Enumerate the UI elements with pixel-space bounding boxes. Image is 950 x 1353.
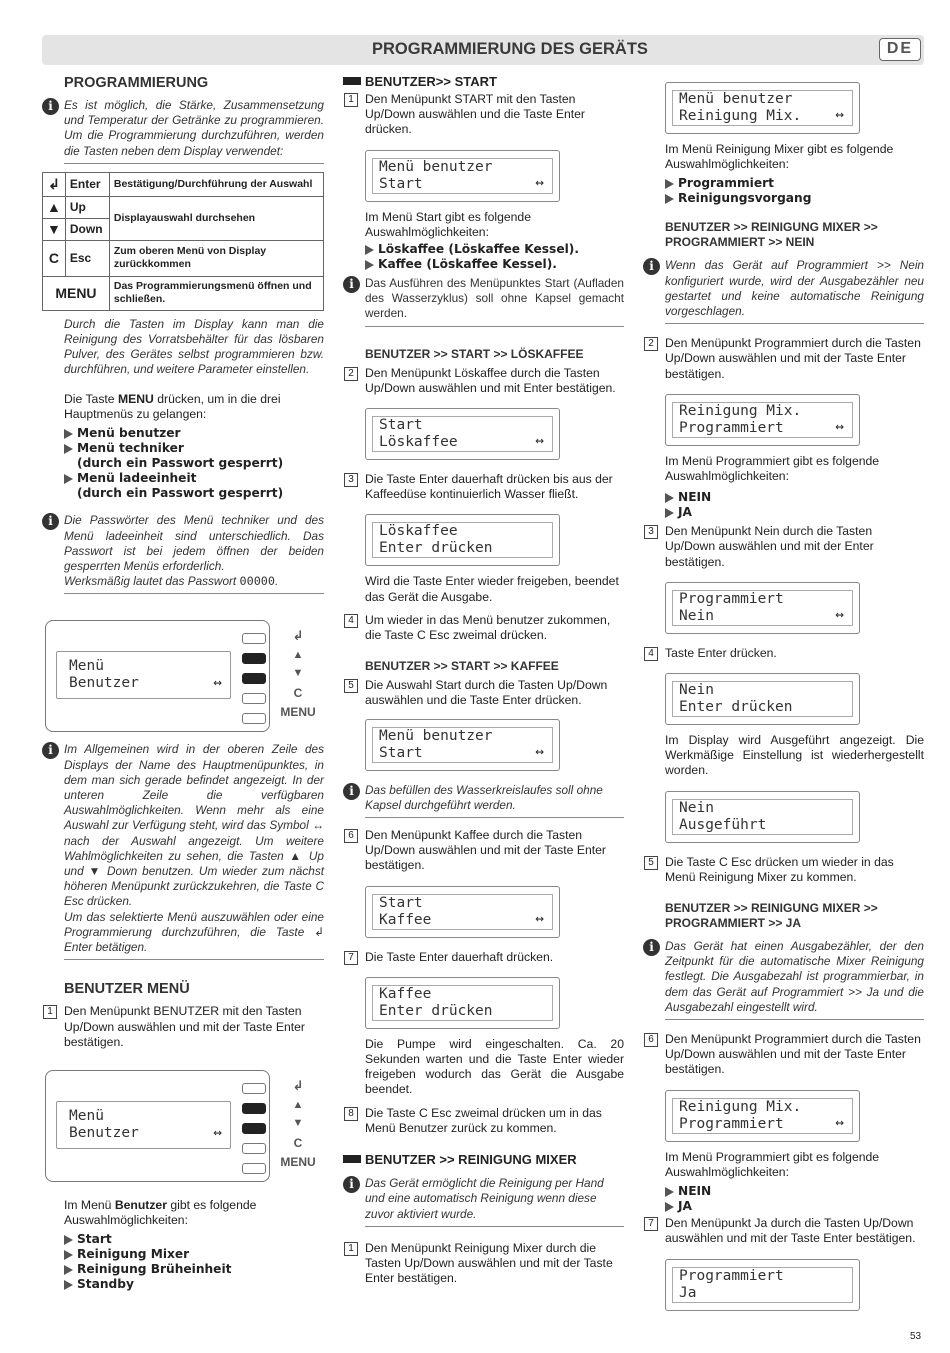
info-icon: i <box>643 258 660 275</box>
step-text: Die Taste C Esc drücken um wieder in das Menü Reinigung Mixer zu kommen. <box>665 854 894 884</box>
left-right-arrow-icon: ↔ <box>835 1114 844 1131</box>
step-text: Den Menüpunkt Ja durch die Tasten Up/Down auswählen und mit der Taste Enter bestätigen. <box>665 1216 916 1246</box>
left-right-arrow-icon: ↔ <box>835 418 844 435</box>
nein-note <box>643 258 924 324</box>
section-title-programmierung: PROGRAMMIERUNG <box>64 75 209 91</box>
lcd-line: Menü <box>69 658 104 675</box>
left-right-arrow-icon: ↔ <box>213 675 222 692</box>
enter-icon: ↲ <box>292 628 304 644</box>
list-item: Kaffee (Löskaffee Kessel). <box>365 257 624 272</box>
list-item: Programmiert <box>665 176 924 191</box>
lcd-display <box>365 150 560 202</box>
info-icon: i <box>42 513 59 530</box>
list-item: Reinigungsvorgang <box>665 191 924 206</box>
lcd-display <box>365 977 560 1029</box>
lcd-line: Reinigung Mix. <box>679 108 802 124</box>
up-button[interactable] <box>242 1103 266 1114</box>
step-number: 4 <box>344 614 358 628</box>
step-text: Den Menüpunkt Programmiert durch die Tasten Up/Down auswählen und mit der Taste Enter bestätigen. <box>665 1032 921 1077</box>
paragraph: Im Display wird Ausgeführt angezeigt. Die Werkmäßige Einstellung ist wiederhergestellt worden. <box>665 733 924 778</box>
down-arrow-icon: ▼ <box>292 667 304 680</box>
subsection-title: BENUTZER >> START >> LÖSKAFFEE <box>365 346 584 361</box>
step-number: 2 <box>644 337 658 351</box>
left-right-arrow-icon: ↔ <box>535 743 544 760</box>
benutzer-options-list <box>42 1232 324 1292</box>
step-number: 5 <box>644 856 658 870</box>
enter-button[interactable] <box>242 1083 266 1094</box>
section-title-start <box>343 74 624 90</box>
step-1 <box>47 1004 324 1050</box>
password-value: 00000 <box>239 574 276 589</box>
lcd-screen <box>672 1098 853 1134</box>
esc-button[interactable] <box>242 1143 266 1154</box>
esc-label: C <box>293 686 303 701</box>
section-title-reinigung-mixer <box>343 1152 624 1168</box>
step-7 <box>348 949 624 965</box>
lcd-line: Löskaffee <box>379 434 458 451</box>
list-item: Start <box>64 1232 324 1247</box>
info-icon: i <box>42 98 59 115</box>
step-text: Den Menüpunkt Reinigung Mixer durch die Tasten Up/Down auswählen und mit der Taste Enter bestätigen. <box>365 1240 613 1286</box>
up-arrow-icon: ▲ <box>292 1098 304 1111</box>
list-item: JA <box>665 1199 924 1214</box>
page-title: PROGRAMMIERUNG DES GERÄTS <box>372 40 648 58</box>
text: gibt es folgende Auswahlmöglichkeiten: <box>64 1197 257 1228</box>
note-body: Das Gerät ermöglicht die Reinigung per Hand und eine automatisch Reinigung wenn diese zuvor aktiviert wurde. <box>365 1176 624 1227</box>
step-8 <box>348 1105 624 1136</box>
step-5 <box>648 854 924 885</box>
text: Um das selektierte Menü auszuwählen oder eine Programmierung durchzuführen, die Taste ↲ Enter betätigen. <box>64 909 324 955</box>
column-3 <box>643 82 924 1319</box>
paragraph: Im Menü Reinigung Mixer gibt es folgende Auswahlmöglichkeiten: <box>665 142 894 172</box>
start-note <box>343 276 624 327</box>
display-device <box>45 1070 270 1182</box>
list-item: JA <box>665 505 924 520</box>
step-4 <box>648 645 924 661</box>
down-button[interactable] <box>242 1123 266 1134</box>
lcd-screen <box>672 681 853 717</box>
lcd-screen <box>372 158 553 194</box>
key-name: Enter <box>65 172 109 196</box>
step-number: 1 <box>344 1242 358 1256</box>
step-number: 4 <box>644 647 658 661</box>
note-body: Wenn das Gerät auf Programmiert >> Nein konfiguriert wurde, wird der Ausgabezähler neu gestartet und keine automatische Reinigung vorgeschlagen. <box>665 258 924 324</box>
section-title-benutzer-menu: BENUTZER MENÜ <box>64 981 190 998</box>
list-item: Menü benutzer <box>64 426 324 441</box>
lcd-line: Programmiert <box>679 1267 784 1284</box>
step-text: Den Menüpunkt Programmiert durch die Tasten Up/Down auswählen und mit der Taste Enter bestätigen. <box>665 336 921 381</box>
key-name: Down <box>65 218 109 240</box>
lcd-line: Reinigung Mix. <box>679 1098 802 1115</box>
enter-button[interactable] <box>242 633 266 644</box>
lcd-screen <box>672 590 853 626</box>
subsection-title: BENUTZER >> REINIGUNG MIXER >> PROGRAMMIERT >> NEIN <box>665 220 878 250</box>
step-text: Die Auswahl Start durch die Tasten Up/Down auswählen und die Taste Enter drücken. <box>365 678 608 708</box>
keypad-panel-1 <box>42 614 324 734</box>
left-right-arrow-icon: ↔ <box>835 107 844 123</box>
step-number: 3 <box>344 473 358 487</box>
note-body <box>64 742 324 960</box>
text: BENUTZER >> REINIGUNG MIXER <box>365 1152 577 1168</box>
list-item: Standby <box>64 1277 324 1292</box>
menu-label: MENU <box>280 705 316 720</box>
note-body: Die Passwörter des Menü techniker und des Menü ladeeinheit sind unterschiedlich. Das Passwort ist bei jedem öffnen der beiden gesperrten Menüs erforderlich. Werksmäßig lautet das Passwort 00000. <box>64 513 324 594</box>
mixer-options-list <box>643 176 924 206</box>
lcd-line: Menü benutzer <box>679 91 793 107</box>
text: Im Menü <box>64 1197 115 1212</box>
step-text: Die Taste Enter dauerhaft drücken. <box>365 949 554 964</box>
list-item: Löskaffee (Löskaffee Kessel). <box>365 242 624 257</box>
key-desc: Das Programmierungsmenü öffnen und schließen. <box>109 276 323 310</box>
list-item: NEIN <box>665 1184 924 1199</box>
step-number: 6 <box>344 829 358 843</box>
menu-key-label: MENU <box>43 276 110 310</box>
left-right-arrow-icon: ↔ <box>535 174 544 191</box>
display-note <box>42 742 324 960</box>
lcd-screen <box>672 402 853 438</box>
note-body: Das Gerät hat einen Ausgabezähler, der den Zeitpunkt für die automatische Mixer Reinigung festlegt. Die Ausgabezahl ist programmierbar, in dem das Gerät auf Programmiert >> Ja und die Ausgabezahl eingestellt wird. <box>665 939 924 1020</box>
step-number: 8 <box>344 1107 358 1121</box>
step-text: Taste Enter drücken. <box>665 645 777 660</box>
text: MENU <box>117 391 154 406</box>
lcd-display <box>365 514 560 566</box>
lcd-line: Enter drücken <box>379 1002 493 1019</box>
step-text: Den Menüpunkt START mit den Tasten Up/Down auswählen und die Taste Enter drücken. <box>365 92 585 137</box>
key-desc: Displayauswahl durchsehen <box>109 196 323 240</box>
up-arrow-icon: ▲ <box>43 196 66 218</box>
step-text: Um wieder in das Menü benutzer zukommen, die Taste C Esc zweimal drücken. <box>365 612 611 643</box>
step-number: 1 <box>344 93 358 107</box>
step-number: 7 <box>644 1217 658 1231</box>
display-device <box>45 620 270 732</box>
lcd-line: Programmiert <box>679 590 784 607</box>
step-text: Die Taste C Esc zweimal drücken um in das Menü Benutzer zurück zu kommen. <box>365 1105 602 1135</box>
lcd-line: Reinigung Mix. <box>679 402 802 419</box>
lcd-line: Löskaffee <box>379 523 458 540</box>
lcd-line: Menü benutzer <box>379 158 493 175</box>
key-desc: Zum oberen Menü von Display zurückkommen <box>109 240 323 276</box>
keypad-panel-2 <box>42 1064 324 1184</box>
info-icon: i <box>343 276 360 293</box>
list-item: Menü ladeeinheit <box>64 471 324 486</box>
list-item: NEIN <box>665 490 924 505</box>
text: Benutzer <box>114 1197 167 1212</box>
section-bar <box>343 77 361 85</box>
lcd-display <box>665 582 860 634</box>
paragraph: Im Menü Start gibt es folgende Auswahlmöglichkeiten: <box>365 209 531 239</box>
lcd-line: Start <box>379 175 423 192</box>
key-name: Esc <box>65 240 109 276</box>
lcd-line: Programmiert <box>679 419 784 436</box>
step-number: 5 <box>344 679 358 693</box>
step-number: 7 <box>344 951 358 965</box>
lcd-line: Nein <box>679 799 714 816</box>
intro-note: i Es ist möglich, die Stärke, Zusammensetzung und Temperatur der Getränke zu programmieren. Um die Programmierung durchzuführen, werden die Tasten neben dem Display verwendet: <box>42 98 324 164</box>
subsection-title: BENUTZER >> START >> KAFFEE <box>365 659 559 674</box>
menu-button[interactable] <box>242 1163 266 1174</box>
list-item: Menü techniker <box>64 441 324 456</box>
lcd-screen <box>372 894 553 930</box>
lcd-display <box>665 673 860 725</box>
lcd-screen <box>672 799 853 835</box>
text: drücken, um in die drei Hauptmenüs zu gelangen: <box>64 391 281 421</box>
step-text: Den Menüpunkt Löskaffee durch die Tasten Up/Down auswählen und mit Enter bestätigen. <box>365 365 616 395</box>
ja-note <box>643 939 924 1020</box>
info-icon: i <box>343 1176 360 1193</box>
left-right-arrow-icon: ↔ <box>213 1124 222 1141</box>
esc-button[interactable] <box>242 693 266 704</box>
lcd-line: Benutzer <box>69 675 139 692</box>
down-arrow-icon: ▼ <box>292 1116 304 1129</box>
left-right-arrow-icon: ↔ <box>535 910 544 927</box>
lcd-display <box>665 791 860 843</box>
lcd-line: Nein <box>679 682 714 699</box>
lcd-display <box>665 82 860 134</box>
text: Die Passwörter des Menü techniker und des Menü ladeeinheit sind unterschiedlich. Das Passwort ist bei jedem öffnen der beiden gesperrten Menüs erforderlich. <box>64 513 324 574</box>
text: Werksmäßig lautet das Passwort <box>64 574 240 589</box>
menu-label: MENU <box>280 1154 316 1169</box>
lcd-display <box>665 394 860 446</box>
list-item: Reinigung Brüheinheit <box>64 1262 324 1277</box>
start-options-list <box>343 242 624 272</box>
step-4 <box>348 612 624 643</box>
key-desc: Bestätigung/Durchführung der Auswahl <box>109 172 323 196</box>
step-5 <box>348 678 624 708</box>
subsection-title: BENUTZER >> REINIGUNG MIXER >> PROGRAMMIERT >> JA <box>665 901 878 931</box>
paragraph: Im Menü Programmiert gibt es folgende Auswahlmöglichkeiten: <box>665 1149 880 1179</box>
up-arrow-icon: ▲ <box>292 649 304 662</box>
step-7 <box>648 1216 924 1246</box>
step-3 <box>348 472 624 502</box>
paragraph: Wird die Taste Enter wieder freigeben, beendet das Gerät die Ausgabe. <box>365 574 619 604</box>
page-header <box>42 35 924 65</box>
lcd-line: Menü benutzer <box>379 727 493 744</box>
menu-intro <box>42 392 324 422</box>
lcd-display <box>365 408 560 460</box>
step-number: 3 <box>644 525 658 539</box>
lcd-line: Start <box>379 744 423 761</box>
keys-table <box>42 172 324 311</box>
list-item: Reinigung Mixer <box>64 1247 324 1262</box>
left-right-arrow-icon: ↔ <box>835 606 844 623</box>
main-menus-list <box>42 426 324 501</box>
lcd-line: Benutzer <box>69 1124 139 1141</box>
step-1 <box>348 92 624 138</box>
down-button[interactable] <box>242 673 266 684</box>
column-1 <box>42 74 324 1292</box>
enter-icon: ↲ <box>43 172 66 196</box>
lcd-screen <box>672 1267 853 1303</box>
lcd-line: Ja <box>679 1284 697 1301</box>
step-2 <box>348 365 624 396</box>
lcd-line: Enter drücken <box>679 699 793 716</box>
step-number: 2 <box>344 367 358 381</box>
lcd-line: Programmiert <box>679 1115 784 1132</box>
programmiert-options-list <box>643 490 924 520</box>
lcd-line: Kaffee <box>379 911 432 928</box>
lcd-line: Nein <box>679 607 714 624</box>
lcd-screen <box>672 90 853 126</box>
text: Die Taste <box>64 391 118 406</box>
step-1b <box>348 1240 624 1287</box>
table-caption: Durch die Tasten im Display kann man die Reinigung des Vorratsbehälter für das lösbaren Pulver, des Gerätes selbst programmieren bzw. durchführen, und weitere Parameter einstellen. <box>64 316 324 377</box>
step-6 <box>348 828 624 874</box>
lcd-screen <box>372 522 553 558</box>
menu-button[interactable] <box>242 713 266 724</box>
list-item-cont: (durch ein Passwort gesperrt) <box>77 456 284 471</box>
lcd-screen <box>56 1101 231 1149</box>
note-body: Das Ausführen des Menüpunktes Start (Aufladen des Wasserzyklus) soll ohne Kapsel gemacht werden. <box>365 276 624 327</box>
lcd-line: Enter drücken <box>379 540 493 557</box>
lcd-line: Menü <box>69 1107 104 1124</box>
down-arrow-icon: ▼ <box>43 218 66 240</box>
step-number: 6 <box>644 1033 658 1047</box>
lcd-line: Start <box>379 417 423 434</box>
info-icon: i <box>42 742 59 759</box>
note-body: Das befüllen des Wasserkreislaufes soll ohne Kapsel durchgeführt werden. <box>365 783 624 818</box>
key-name: Up <box>65 196 109 218</box>
lcd-screen <box>372 416 553 452</box>
lcd-display <box>665 1090 860 1142</box>
step-number: 1 <box>43 1005 57 1019</box>
enter-icon: ↲ <box>292 1077 304 1093</box>
step-6 <box>648 1032 924 1078</box>
lcd-line: Ausgeführt <box>679 816 767 833</box>
text: Im Allgemeinen wird in der oberen Zeile des Displays der Name des Hauptmenüpunktes, in dem man sich gerade befindet angezeigt. In der unteren Zeile die verfügbaren Auswahlmöglichkeiten. Wenn mehr als eine Auswahl zur Verfügung steht, wird das Symbol ↔ nach der Auswahl angezeigt. Um weitere Wahlmöglichkeiten zu sehen, die Tasten ▲ Up und ▼ Down benutzen. Um wieder zum nächst höheren Menüpunkt zurückzukehren, die Taste C Esc drücken. <box>64 742 324 909</box>
step-text: Den Menüpunkt BENUTZER mit den Tasten Up/Down auswählen und mit der Taste Enter bestätigen. <box>64 1004 305 1049</box>
password-note <box>42 513 324 594</box>
step-2 <box>648 336 924 382</box>
step-text: Den Menüpunkt Kaffee durch die Tasten Up/Down auswählen und mit der Taste Enter bestätigen. <box>365 828 606 873</box>
lcd-line: Start <box>379 894 423 911</box>
programmiert-options-list-2 <box>643 1184 924 1214</box>
step-text: Den Menüpunkt Nein durch die Tasten Up/Down auswählen und mit der Enter bestätigen. <box>665 524 874 569</box>
left-right-arrow-icon: ↔ <box>535 433 544 450</box>
lcd-screen <box>56 651 231 699</box>
paragraph: Im Menü Programmiert gibt es folgende Auswahlmöglichkeiten: <box>665 453 880 484</box>
info-icon: i <box>643 939 660 956</box>
paragraph: Die Pumpe wird eingeschalten. Ca. 20 Sekunden warten und die Taste Enter wieder freigeben wodurch das Gerät die Ausgabe beendet. <box>365 1036 624 1097</box>
up-button[interactable] <box>242 653 266 664</box>
lcd-display <box>665 1259 860 1311</box>
section-bar <box>343 1155 361 1163</box>
list-item-cont: (durch ein Passwort gesperrt) <box>77 486 284 501</box>
text: BENUTZER>> START <box>365 74 497 89</box>
esc-label: C <box>293 1135 303 1150</box>
lcd-screen <box>372 727 553 763</box>
lcd-line: Kaffee <box>379 985 432 1002</box>
step-text: Die Taste Enter dauerhaft drücken bis aus der Kaffeedüse kontinuierlich Wasser fließt. <box>365 472 613 502</box>
benutzer-options-intro <box>42 1198 324 1228</box>
language-badge: DE <box>879 38 921 61</box>
lcd-screen <box>372 985 553 1021</box>
fill-note <box>343 783 624 818</box>
esc-c-icon: C <box>43 240 66 276</box>
column-2 <box>343 74 624 1286</box>
step-3 <box>648 524 924 570</box>
info-icon: i <box>343 783 360 800</box>
mixer-note <box>343 1176 624 1227</box>
page-number: 53 <box>910 1331 922 1342</box>
lcd-display <box>365 719 560 771</box>
lcd-display <box>365 886 560 938</box>
